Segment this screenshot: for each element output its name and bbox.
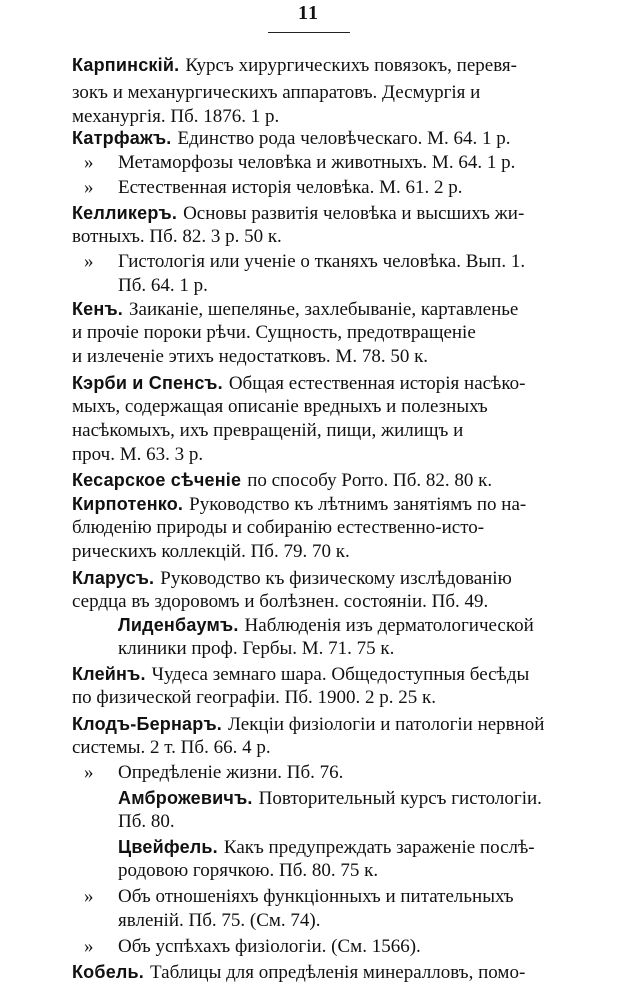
entry-continuation: системы. 2 т. Пб. 66. 4 р.	[72, 737, 271, 758]
entry-title: Повторительный курсъ гистологіи.	[258, 788, 542, 809]
entry-text	[72, 298, 518, 321]
entry-title: Основы развитія человѣка и высшихъ жи-	[183, 203, 525, 224]
entry-text	[72, 663, 529, 686]
entry-title: Заиканіе, шепелянье, захлебываніе, картавленье	[129, 299, 519, 320]
entry-text	[118, 762, 343, 784]
entry-text	[72, 961, 525, 984]
entry-continuation: насѣкомыхъ, ихъ превращеній, пищи, жилищъ и	[72, 420, 464, 441]
author-name: Келликеръ.	[72, 203, 178, 223]
entry-continuation: блюденію природы и собиранію естественно-исто-	[72, 517, 485, 538]
entry-text	[72, 54, 517, 77]
author-name: Цвейфель.	[118, 837, 218, 857]
entry-title: Руководство къ физическому изслѣдованію	[160, 568, 512, 589]
entry-continuation: Пб. 80.	[118, 811, 175, 832]
entry-text	[72, 713, 544, 736]
entry-continuation: проч. М. 63. 3 р.	[72, 444, 204, 465]
entry-continuation: родовою горячкою. Пб. 80. 75 к.	[118, 860, 379, 881]
entry-text	[118, 251, 525, 273]
author-name: Кобель.	[72, 962, 145, 982]
entry-text	[72, 469, 492, 492]
entry-title: Чудеса земнаго шара. Общедоступныя бесѣды	[151, 664, 530, 685]
entry-title: Наблюденія изъ дерматологической	[244, 615, 534, 636]
entry-title: Объ отношеніяхъ функціонныхъ и питательныхъ	[118, 886, 514, 907]
entry-text	[118, 614, 534, 637]
entry-continuation: механургія. Пб. 1876. 1 р.	[72, 106, 280, 127]
page-number-rule	[268, 32, 350, 33]
entry-title: Руководство къ лѣтнимъ занятіямъ по на-	[189, 494, 527, 515]
author-name: Кэрби и Спенсъ.	[72, 373, 223, 393]
author-name: Катрфажъ.	[72, 128, 172, 148]
entry-text	[118, 836, 535, 859]
entry-text	[72, 567, 512, 590]
ditto-mark: »	[84, 152, 94, 173]
entry-title: Общая естественная исторія насѣко-	[228, 373, 526, 394]
entry-continuation: рическихъ коллекцій. Пб. 79. 70 к.	[72, 541, 350, 562]
entry-title: Курсъ хирургическихъ повязокъ, перевя-	[185, 55, 517, 76]
entry-title: Какъ предупреждать зараженіе послѣ-	[223, 837, 535, 858]
entry-text	[72, 202, 524, 225]
author-name: Амброжевичъ.	[118, 788, 253, 808]
author-name: Кесарское сѣченіе	[72, 470, 242, 490]
entry-continuation: по физической географіи. Пб. 1900. 2 р. 25 к.	[72, 687, 436, 708]
author-name: Кирпотенко.	[72, 494, 184, 514]
author-name: Лиденбаумъ.	[118, 615, 239, 635]
entry-text	[72, 127, 510, 150]
entry-text	[118, 936, 421, 958]
author-name: Клодъ-Бернаръ.	[72, 714, 222, 734]
entry-title: Таблицы для опредѣленія минералловъ, помо-	[150, 962, 526, 983]
entry-continuation: и прочіе пороки рѣчи. Сущность, предотвращеніе	[72, 322, 476, 343]
entry-text	[118, 787, 542, 810]
entry-title: Лекціи физіологіи и патологіи нервной	[228, 714, 545, 735]
ditto-mark: »	[84, 886, 94, 907]
author-name: Кенъ.	[72, 299, 123, 319]
entry-text	[72, 372, 525, 395]
entry-title: Объ успѣхахъ физіологіи. (См. 1566).	[118, 936, 421, 957]
entry-continuation: Пб. 64. 1 р.	[118, 275, 208, 296]
entry-title: по способу Porro. Пб. 82. 80 к.	[247, 470, 493, 491]
entry-title: Гистологія или ученіе о тканяхъ человѣка. Вып. 1.	[118, 251, 526, 272]
author-name: Клейнъ.	[72, 664, 146, 684]
author-name: Карпинскій.	[72, 55, 180, 75]
entry-continuation: клиники проф. Гербы. М. 71. 75 к.	[118, 638, 395, 659]
entry-continuation: и излеченіе этихъ недостатковъ. М. 78. 50 к.	[72, 346, 429, 367]
entry-title: Естественная исторія человѣка. М. 61. 2 р.	[118, 177, 463, 198]
ditto-mark: »	[84, 177, 94, 198]
entry-title: Единство рода человѣческаго. М. 64. 1 р.	[177, 128, 511, 149]
entry-continuation: явленій. Пб. 75. (См. 74).	[118, 910, 321, 931]
ditto-mark: »	[84, 762, 94, 783]
entry-text	[118, 152, 515, 174]
entry-title: Метаморфозы человѣка и животныхъ. М. 64. 1 р.	[118, 152, 516, 173]
entry-title: Опредѣленіе жизни. Пб. 76.	[118, 762, 344, 783]
page-number: 11	[298, 2, 319, 24]
entry-continuation: вотныхъ. Пб. 82. 3 р. 50 к.	[72, 226, 282, 247]
entry-continuation: сердца въ здоровомъ и болѣзнен. состояніи. Пб. 49.	[72, 591, 489, 612]
entry-continuation: мыхъ, содержащая описаніе вредныхъ и полезныхъ	[72, 396, 488, 417]
entry-text	[118, 886, 514, 908]
ditto-mark: »	[84, 936, 94, 957]
author-name: Кларусъ.	[72, 568, 155, 588]
entry-continuation: зокъ и механургическихъ аппаратовъ. Десмургія и	[72, 82, 481, 103]
ditto-mark: »	[84, 251, 94, 272]
entry-text	[118, 177, 463, 199]
entry-text	[72, 493, 526, 516]
